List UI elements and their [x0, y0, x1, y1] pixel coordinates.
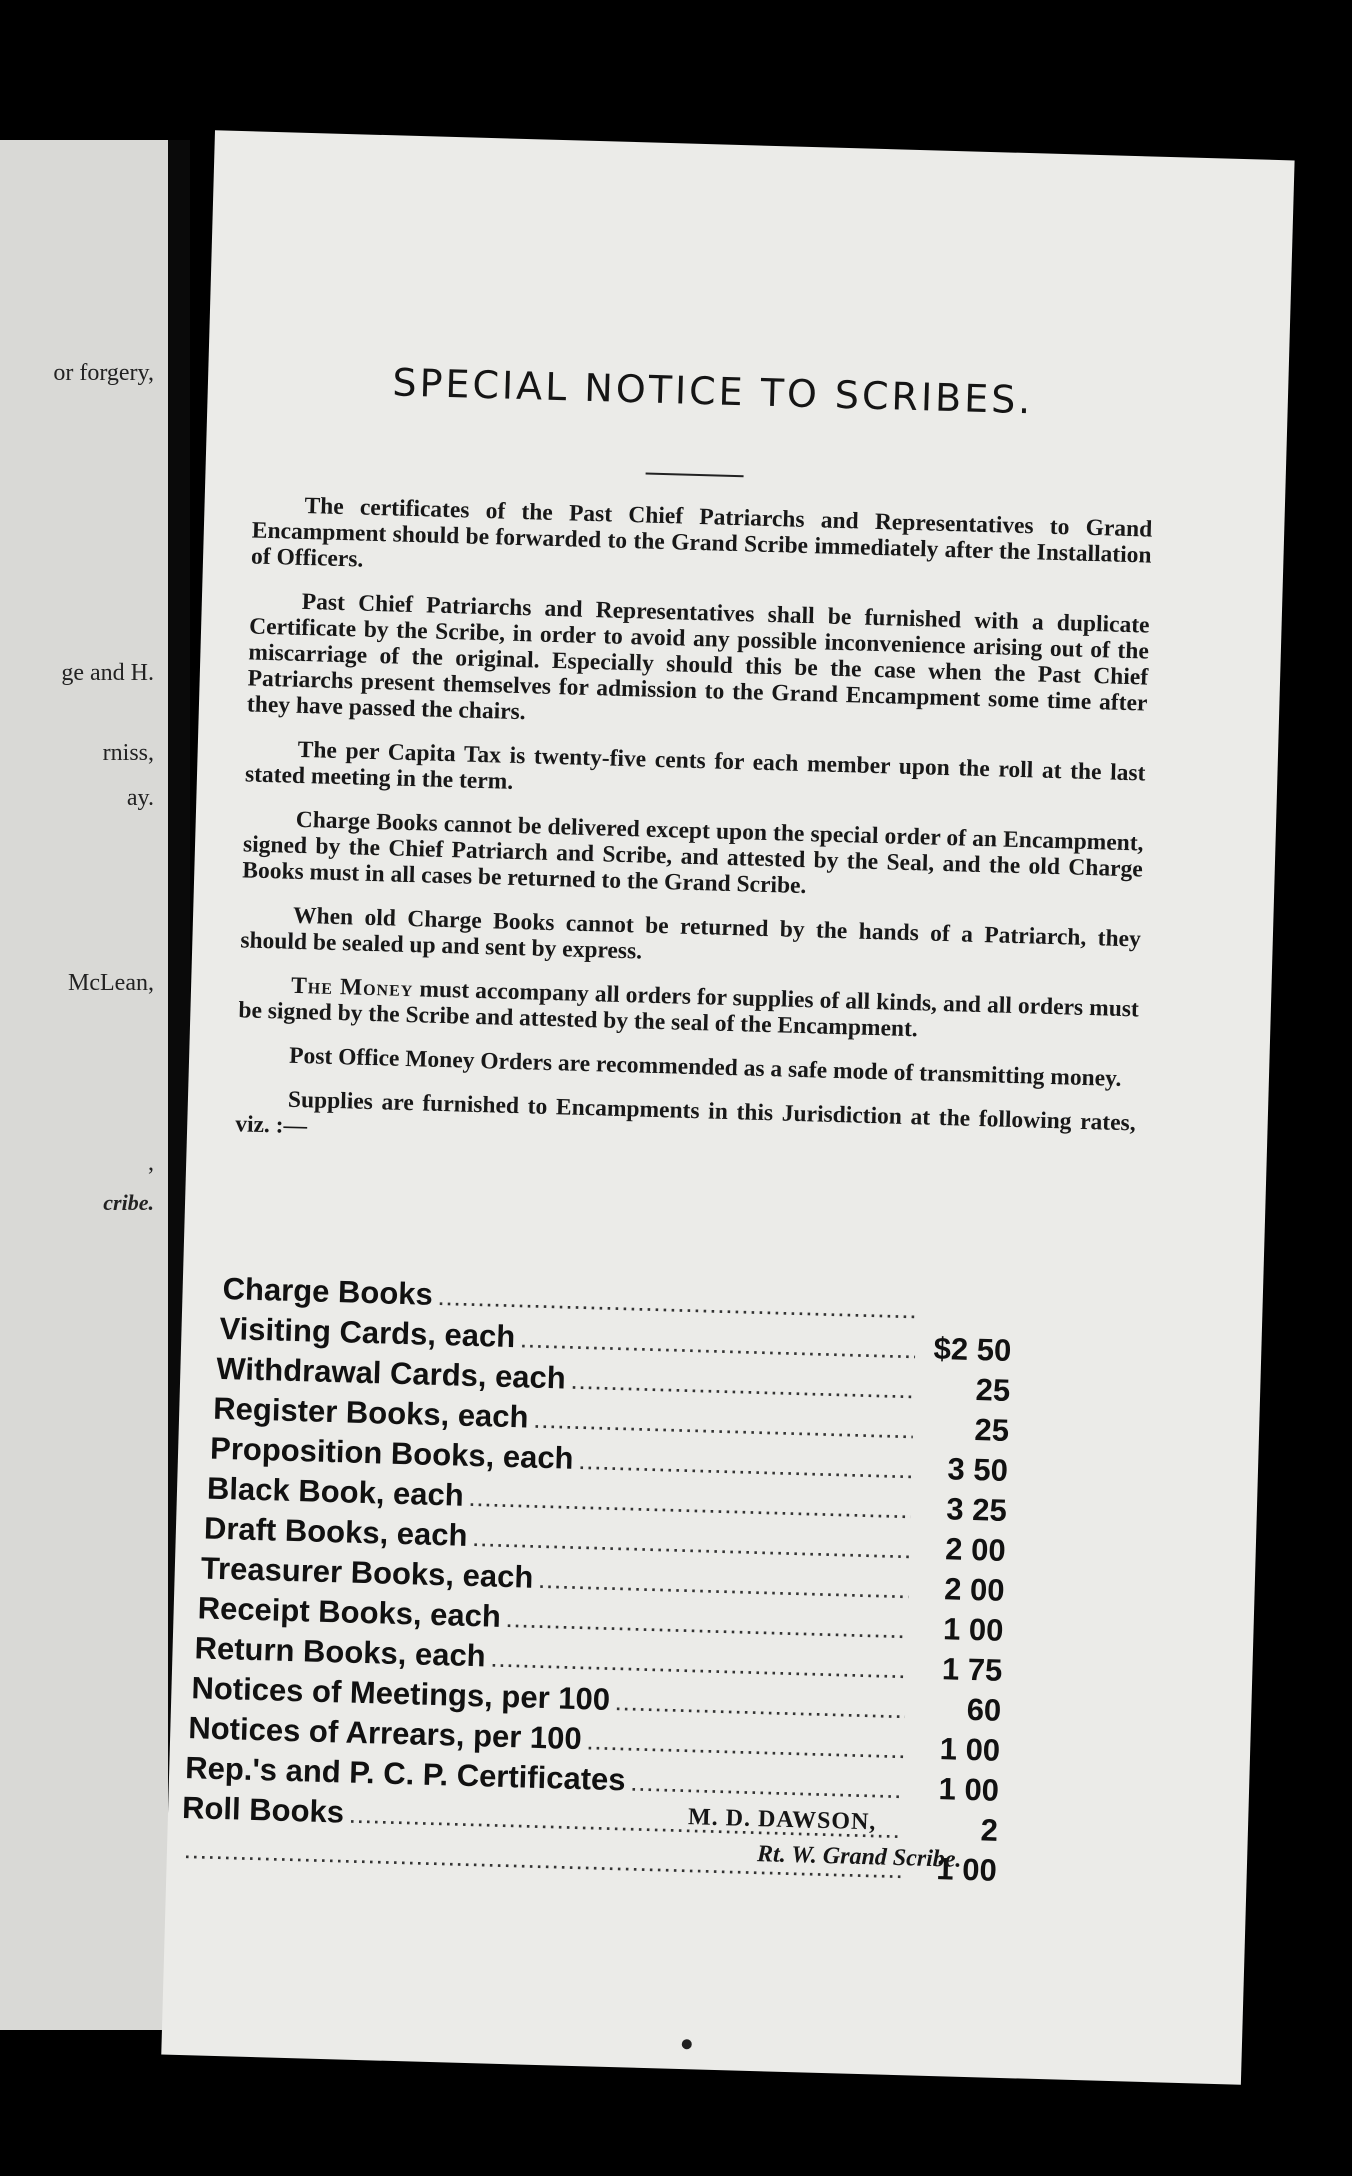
price-value: 1 00 — [939, 1731, 1001, 1768]
price-item-label: Return Books, each — [194, 1630, 487, 1674]
price-item-label: Roll Books — [181, 1790, 345, 1830]
money-lead: The Money — [290, 972, 414, 1003]
price-item-label: Visiting Cards, each — [219, 1310, 516, 1355]
price-item-label: Charge Books — [222, 1270, 434, 1312]
price-value: 1 75 — [941, 1651, 1003, 1688]
price-item-label: Receipt Books, each — [197, 1590, 502, 1634]
price-value: 1 00 — [938, 1771, 1000, 1808]
paragraph-certificates: The certificates of the Past Chief Patriarchs and Representatives to Grand Encampment should be forwarded to the Grand Scribe immediately after the Installation of Officers. — [250, 492, 1153, 573]
left-page-text-fragment: or forgery, — [53, 360, 154, 386]
left-page-text-fragment: cribe. — [103, 1190, 154, 1215]
price-item-label: Rep.'s and P. C. P. Certificates — [184, 1750, 627, 1798]
paragraph-money — [238, 971, 1139, 1048]
price-item-label: Draft Books, each — [203, 1510, 468, 1553]
price-item-label: Treasurer Books, each — [200, 1550, 534, 1595]
money-rest: must accompany all orders for supplies of all kinds, and all orders must be signed by the Scribe and attested by the seal of the Encampment. — [238, 976, 1140, 1043]
paragraph-charge-books: Charge Books cannot be delivered except upon the special order of an Encampment, signed by the Chief Patriarch and Scribe, and attested by the Seal, and the old Charge Books must in all cases be returned to the Grand Scribe. — [241, 806, 1144, 900]
notice-body — [234, 491, 1152, 1184]
price-value: 25 — [974, 1412, 1010, 1448]
price-value: 60 — [966, 1691, 1002, 1728]
left-page-text-fragment: McLean, — [68, 970, 154, 996]
price-value: $2 50 — [933, 1330, 1012, 1368]
price-item-label: Proposition Books, each — [209, 1430, 575, 1476]
paragraph-capita-tax: The per Capita Tax is twenty-five cents for each member upon the roll at the last stated meeting in the term. — [244, 736, 1146, 795]
signatory-title: Rt. W. Grand Scribe. — [756, 1841, 962, 1873]
price-item-label: Black Book, each — [206, 1470, 465, 1513]
paragraph-post-office: Post Office Money Orders are recommended as a safe mode of transmitting money. — [288, 1042, 1122, 1092]
signature-block — [687, 1804, 1019, 1875]
left-page-text-fragment: ay. — [126, 785, 154, 811]
price-value: 3 50 — [947, 1451, 1009, 1488]
paragraph-duplicate: Past Chief Patriarchs and Representatives shall be furnished with a duplicate Certificate by the Scribe, in order to avoid any possible inconvenience arising out of the miscarriage of the original. Especially should this be the case when the Past Chief Patriarchs present themselves for admission to the Grand Encampment some time after they have passed the chairs. — [246, 588, 1150, 726]
price-value: 3 25 — [945, 1491, 1008, 1528]
left-page-fragment — [0, 140, 168, 2030]
signatory-name: M. D. DAWSON, — [687, 1804, 877, 1836]
price-value: 1 00 — [942, 1611, 1004, 1648]
price-value — [922, 1319, 1012, 1322]
notice-page — [161, 130, 1294, 2084]
price-item-label: Notices of Meetings, per 100 — [191, 1670, 611, 1717]
paragraph-rates-intro: Supplies are furnished to Encampments in this Jurisdiction at the following rates, viz. :— — [234, 1086, 1137, 1140]
paragraph-old-charge-books: When old Charge Books cannot be returned by the hands of a Patriarch, they should be sealed up and sent by express. — [240, 902, 1142, 965]
price-value: 2 00 — [943, 1571, 1006, 1608]
price-item-label: Register Books, each — [212, 1390, 529, 1435]
price-item-label: Withdrawal Cards, each — [215, 1350, 567, 1396]
ink-smudge — [682, 2039, 692, 2049]
left-page-text-fragment: , — [148, 1150, 154, 1176]
page-title: SPECIAL NOTICE TO SCRIBES. — [391, 360, 1034, 423]
price-list — [181, 1270, 1012, 1893]
price-value: 1 00 — [935, 1851, 998, 1888]
left-page-text-fragment: ge and H. — [61, 660, 154, 686]
price-value: 25 — [975, 1372, 1011, 1408]
title-divider — [646, 472, 744, 477]
left-page-text-fragment: rniss, — [102, 740, 154, 766]
price-item-label: Notices of Arrears, per 100 — [187, 1710, 583, 1757]
price-value: 2 00 — [944, 1531, 1007, 1568]
price-value: 2 — [980, 1812, 999, 1848]
